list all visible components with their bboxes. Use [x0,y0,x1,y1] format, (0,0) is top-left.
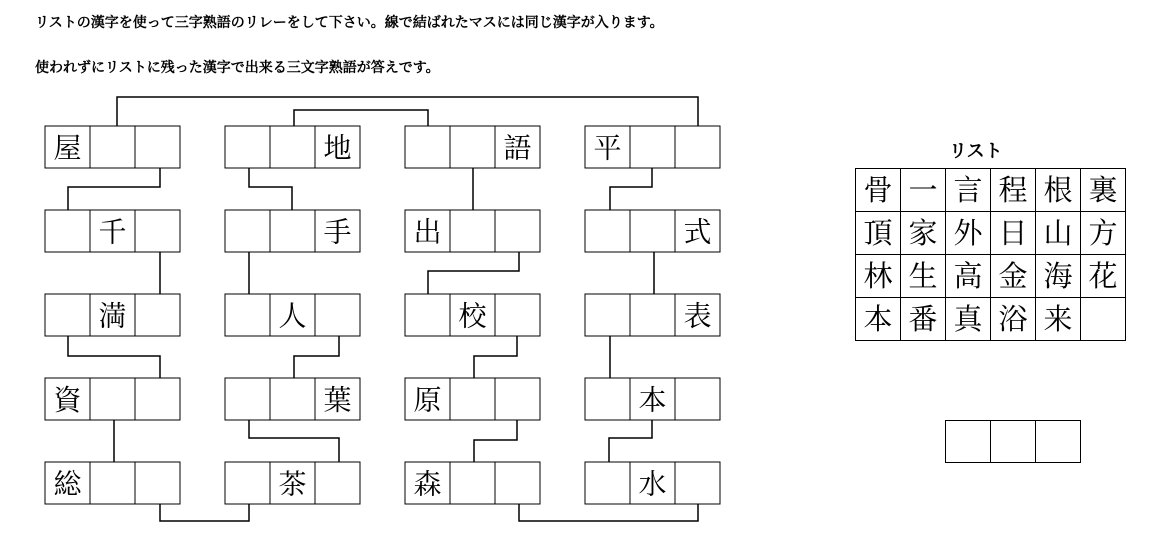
puzzle-cell-char: 原 [413,383,442,417]
puzzle-cell[interactable] [270,126,315,168]
list-kanji[interactable]: 花 [1081,255,1126,298]
list-kanji[interactable]: 家 [901,212,946,255]
puzzle-cell[interactable] [315,210,360,252]
puzzle-cell[interactable] [675,378,720,420]
puzzle-cell[interactable] [495,462,540,504]
answer-cell[interactable] [945,420,991,463]
list-row [856,255,1126,298]
puzzle-cell[interactable] [45,210,90,252]
answer-cell[interactable] [1035,420,1081,463]
list-kanji[interactable]: 程 [991,169,1036,212]
puzzle-cell-char: 本 [638,383,667,417]
puzzle-cell[interactable] [405,378,450,420]
puzzle-cell-char: 平 [593,131,622,165]
puzzle-cell[interactable] [585,294,630,336]
instruction-line-1: リストの漢字を使って三字熟語のリレーをして下さい。線で結ばれたマスには同じ漢字が入ります。 [35,15,664,31]
puzzle-cell[interactable] [630,294,675,336]
list-kanji[interactable]: 本 [856,298,901,341]
puzzle-cell[interactable] [315,462,360,504]
puzzle-cell[interactable] [495,378,540,420]
puzzle-cell-char: 資 [53,383,82,417]
list-kanji[interactable]: 外 [946,212,991,255]
list-row [856,298,1126,341]
list-kanji[interactable]: 林 [856,255,901,298]
puzzle-cell-char: 葉 [323,383,352,417]
puzzle-cell[interactable] [270,378,315,420]
list-title: リスト [949,141,1003,162]
puzzle-cell[interactable] [90,378,135,420]
puzzle-cell-char: 満 [98,299,127,333]
puzzle-cell-char: 総 [53,467,82,501]
puzzle-cell-char: 水 [638,467,667,501]
connector-line [294,336,339,378]
connector-line [249,420,339,462]
connector-line [294,110,428,126]
puzzle-cell[interactable] [45,294,90,336]
connector-line [68,336,160,378]
list-kanji[interactable]: 浴 [991,298,1036,341]
instruction-line-2: 使われずにリストに残った漢字で出来る三文字熟語が答えです。 [35,60,440,76]
list-row [856,169,1126,212]
puzzle-cell[interactable] [315,378,360,420]
puzzle-cell[interactable] [630,378,675,420]
list-kanji[interactable]: 来 [1036,298,1081,341]
answer-box [945,420,1081,463]
puzzle-cell[interactable] [270,210,315,252]
kanji-list [855,168,1126,341]
list-kanji[interactable]: 骨 [856,169,901,212]
list-kanji[interactable]: 日 [991,212,1036,255]
connector-line [68,168,160,210]
puzzle-cell[interactable] [585,378,630,420]
list-kanji[interactable]: 生 [901,255,946,298]
puzzle-cell-char: 手 [323,215,352,249]
connector-line [428,252,519,294]
connector-line [117,97,698,126]
puzzle-cell[interactable] [675,462,720,504]
list-kanji[interactable]: 番 [901,298,946,341]
puzzle-cell[interactable] [270,294,315,336]
puzzle-cell[interactable] [450,210,495,252]
puzzle-cell[interactable] [585,210,630,252]
puzzle-cells [45,126,720,504]
list-kanji[interactable]: 高 [946,255,991,298]
puzzle-cell[interactable] [90,210,135,252]
puzzle-cell[interactable] [135,378,180,420]
puzzle-cell[interactable] [90,126,135,168]
list-kanji[interactable]: 山 [1036,212,1081,255]
list-kanji[interactable]: 方 [1081,212,1126,255]
puzzle-cell[interactable] [90,462,135,504]
puzzle-cell[interactable] [45,126,90,168]
puzzle-cell[interactable] [225,210,270,252]
puzzle-cell[interactable] [675,126,720,168]
puzzle-cell[interactable] [405,462,450,504]
puzzle-cell[interactable] [450,378,495,420]
list-row [856,212,1126,255]
puzzle-cell[interactable] [450,294,495,336]
puzzle-cell[interactable] [675,294,720,336]
connector-line [609,420,652,462]
list-kanji[interactable] [1081,298,1126,341]
puzzle-cell[interactable] [135,462,180,504]
puzzle-cell[interactable] [630,462,675,504]
list-kanji[interactable]: 金 [991,255,1036,298]
puzzle-cell[interactable] [315,294,360,336]
puzzle-cell[interactable] [630,126,675,168]
connector-line [519,504,698,521]
puzzle-cell-char: 出 [413,215,442,249]
list-kanji[interactable]: 言 [946,169,991,212]
connector-line [474,336,517,378]
connector-line [160,504,249,521]
list-kanji[interactable]: 海 [1036,255,1081,298]
puzzle-cell[interactable] [90,294,135,336]
puzzle-cell[interactable] [630,210,675,252]
puzzle-cell[interactable] [45,378,90,420]
puzzle-cell-char: 地 [323,131,352,165]
list-kanji[interactable]: 頂 [856,212,901,255]
answer-cell[interactable] [990,420,1036,463]
puzzle-cell[interactable] [450,462,495,504]
puzzle-cell[interactable] [225,294,270,336]
puzzle-cell[interactable] [585,462,630,504]
puzzle-cell[interactable] [495,210,540,252]
list-kanji[interactable]: 真 [946,298,991,341]
puzzle-cell-char: 語 [503,131,532,165]
puzzle-cell[interactable] [135,210,180,252]
list-kanji[interactable]: 一 [901,169,946,212]
puzzle-cell-char: 屋 [53,131,82,165]
puzzle-cell[interactable] [405,210,450,252]
puzzle-cell-char: 千 [98,215,127,249]
connector-line [249,168,292,210]
puzzle-cell[interactable] [270,462,315,504]
puzzle-cell[interactable] [495,126,540,168]
puzzle-cell-char: 森 [413,467,442,501]
puzzle-cell[interactable] [405,294,450,336]
puzzle-cell[interactable] [135,126,180,168]
puzzle-cell[interactable] [675,210,720,252]
puzzle-cell-char: 式 [683,215,712,249]
puzzle-cell[interactable] [225,126,270,168]
list-kanji[interactable]: 裏 [1081,169,1126,212]
puzzle-cell[interactable] [585,126,630,168]
connector-line [474,420,517,462]
puzzle-cell[interactable] [135,294,180,336]
puzzle-cell-char: 人 [278,299,307,333]
puzzle-cell[interactable] [45,462,90,504]
puzzle-cell-char: 茶 [278,467,307,501]
puzzle-cell[interactable] [225,378,270,420]
puzzle-cell[interactable] [405,126,450,168]
puzzle-cell[interactable] [495,294,540,336]
list-kanji[interactable]: 根 [1036,169,1081,212]
puzzle-cell[interactable] [450,126,495,168]
puzzle-cell[interactable] [315,126,360,168]
connector-line [610,168,652,210]
puzzle-cell[interactable] [225,462,270,504]
puzzle-cell-char: 校 [458,299,487,333]
puzzle-cell-char: 表 [683,299,712,333]
